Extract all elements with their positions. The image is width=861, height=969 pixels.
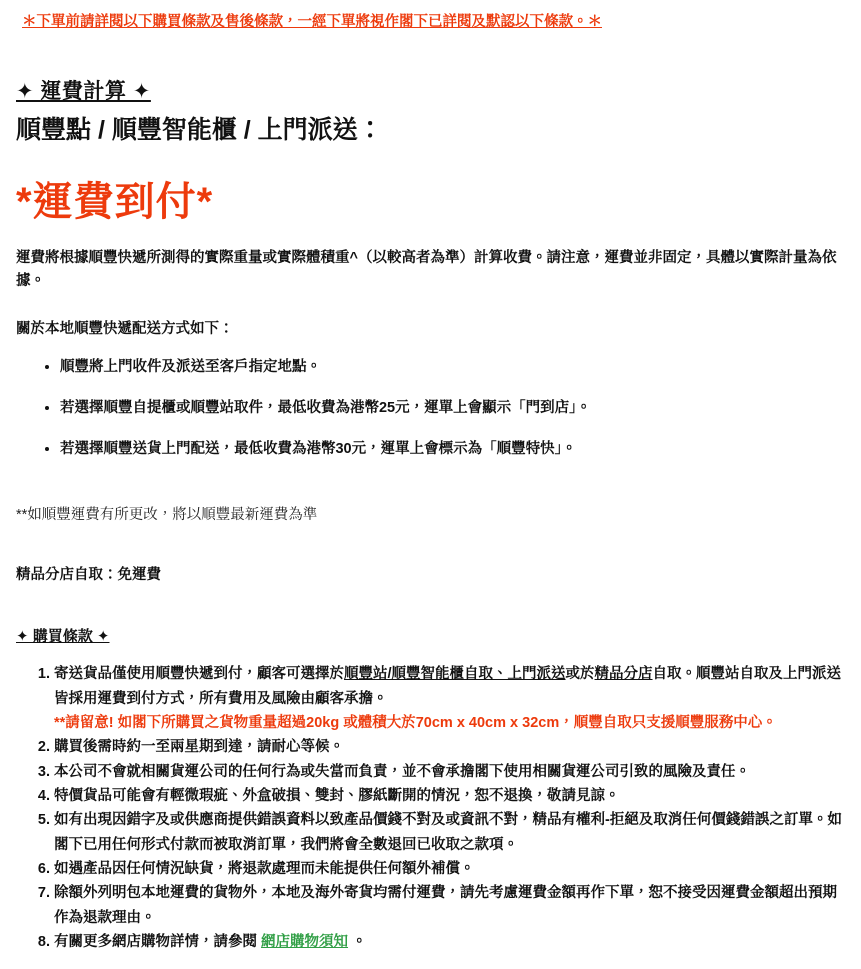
term-item-7: 7. 除額外列明包本地運費的貨物外，本地及海外寄貨均需付運費，請先考慮運費金額再作下單，恕不接受因運費金額超出預期作為退款理由。 — [54, 881, 845, 930]
term-1-size-warning: **請留意! 如閣下所購買之貨物重量超過20kg 或體積大於70cm x 40cm x 32cm，順豐自取只支援順豐服務中心。 — [54, 714, 777, 731]
term-item-4: 4. 特價貨品可能會有輕微瑕疵、外盒破損、雙封、膠紙斷開的情況，恕不退換，敬請見諒。 — [54, 784, 845, 808]
online-shop-guide-link[interactable]: 網店購物須知 — [261, 934, 349, 951]
term-item-8 — [54, 930, 845, 954]
term-item-2: 2. 購買後需時約一至兩星期到達，請耐心等候。 — [54, 735, 845, 759]
purchase-terms-list — [16, 662, 845, 954]
term-item-6: 6. 如遇產品因任何情況缺貨，將退款處理而未能提供任何額外補償。 — [54, 857, 845, 881]
pre-order-notice: ＊下單前請詳閱以下購買條款及售後條款，一經下單將視作閣下已詳閱及默認以下條款。＊ — [22, 14, 602, 30]
term-1-text: 寄送貨品僅使用順豐快遞到付，顧客可選擇於 — [54, 666, 344, 683]
list-item: • 若選擇順豐自提櫃或順豐站取件，最低收費為港幣25元，運單上會顯示「門到店」。 — [60, 398, 845, 420]
shipping-calc-paragraph: 運費將根據順豐快遞所測得的實際重量或實際體積重^（以較高者為準）計算收費。請注意，運費並非固定，具體以實際計量為依據。 — [16, 250, 837, 290]
list-item: • 順豐將上門收件及派送至客戶指定地點。 — [60, 357, 845, 379]
purchase-terms-heading: ✦ 購買條款 ✦ — [16, 628, 110, 646]
freight-collect-highlight: *運費到付* — [16, 180, 214, 224]
term-item-5: 5. 如有出現因錯字及或供應商提供錯誤資料以致產品價錢不對及或資訊不對，精品有權利-拒絕及取消任何價錢錯誤之訂單。如閣下已用任何形式付款而被取消訂單，我們將會全數退回已收取之款項。 — [54, 808, 845, 857]
fee-change-note: **如順豐運費有所更改，將以順豐最新運費為準 — [16, 506, 318, 523]
term-1-underline-pickup-options: 順豐站/順豐智能櫃自取、上門派送 — [344, 666, 566, 683]
term-item-1 — [54, 662, 845, 735]
shipping-fee-heading: ✦ 運費計算 ✦ — [16, 80, 151, 103]
term-item-3: 3. 本公司不會就相關貨運公司的任何行為或失當而負責，並不會承擔閣下使用相關貨運公司引致的風險及責任。 — [54, 760, 845, 784]
term-1-text: 或於 — [565, 666, 595, 683]
term-1-underline-boutique: 精品分店 — [594, 666, 653, 683]
store-pickup-note: 精品分店自取：免運費 — [16, 566, 161, 583]
local-delivery-intro: 關於本地順豐快遞配送方式如下： — [16, 320, 234, 337]
term-8-text: 有關更多網店購物詳情，請參閱 — [54, 934, 262, 951]
list-item: • 若選擇順豐送貨上門配送，最低收費為港幣30元，運單上會標示為「順豐特快」。 — [60, 439, 845, 461]
term-1-text: 自取。順豐站自取及上門派送皆採用運費到付方式，所有費用及風險由顧客承擔。 — [54, 666, 842, 707]
delivery-options-list — [16, 357, 845, 460]
delivery-methods-subheading: 順豐點 / 順豐智能櫃 / 上門派送： — [16, 116, 383, 144]
term-8-text: 。 — [348, 934, 367, 951]
